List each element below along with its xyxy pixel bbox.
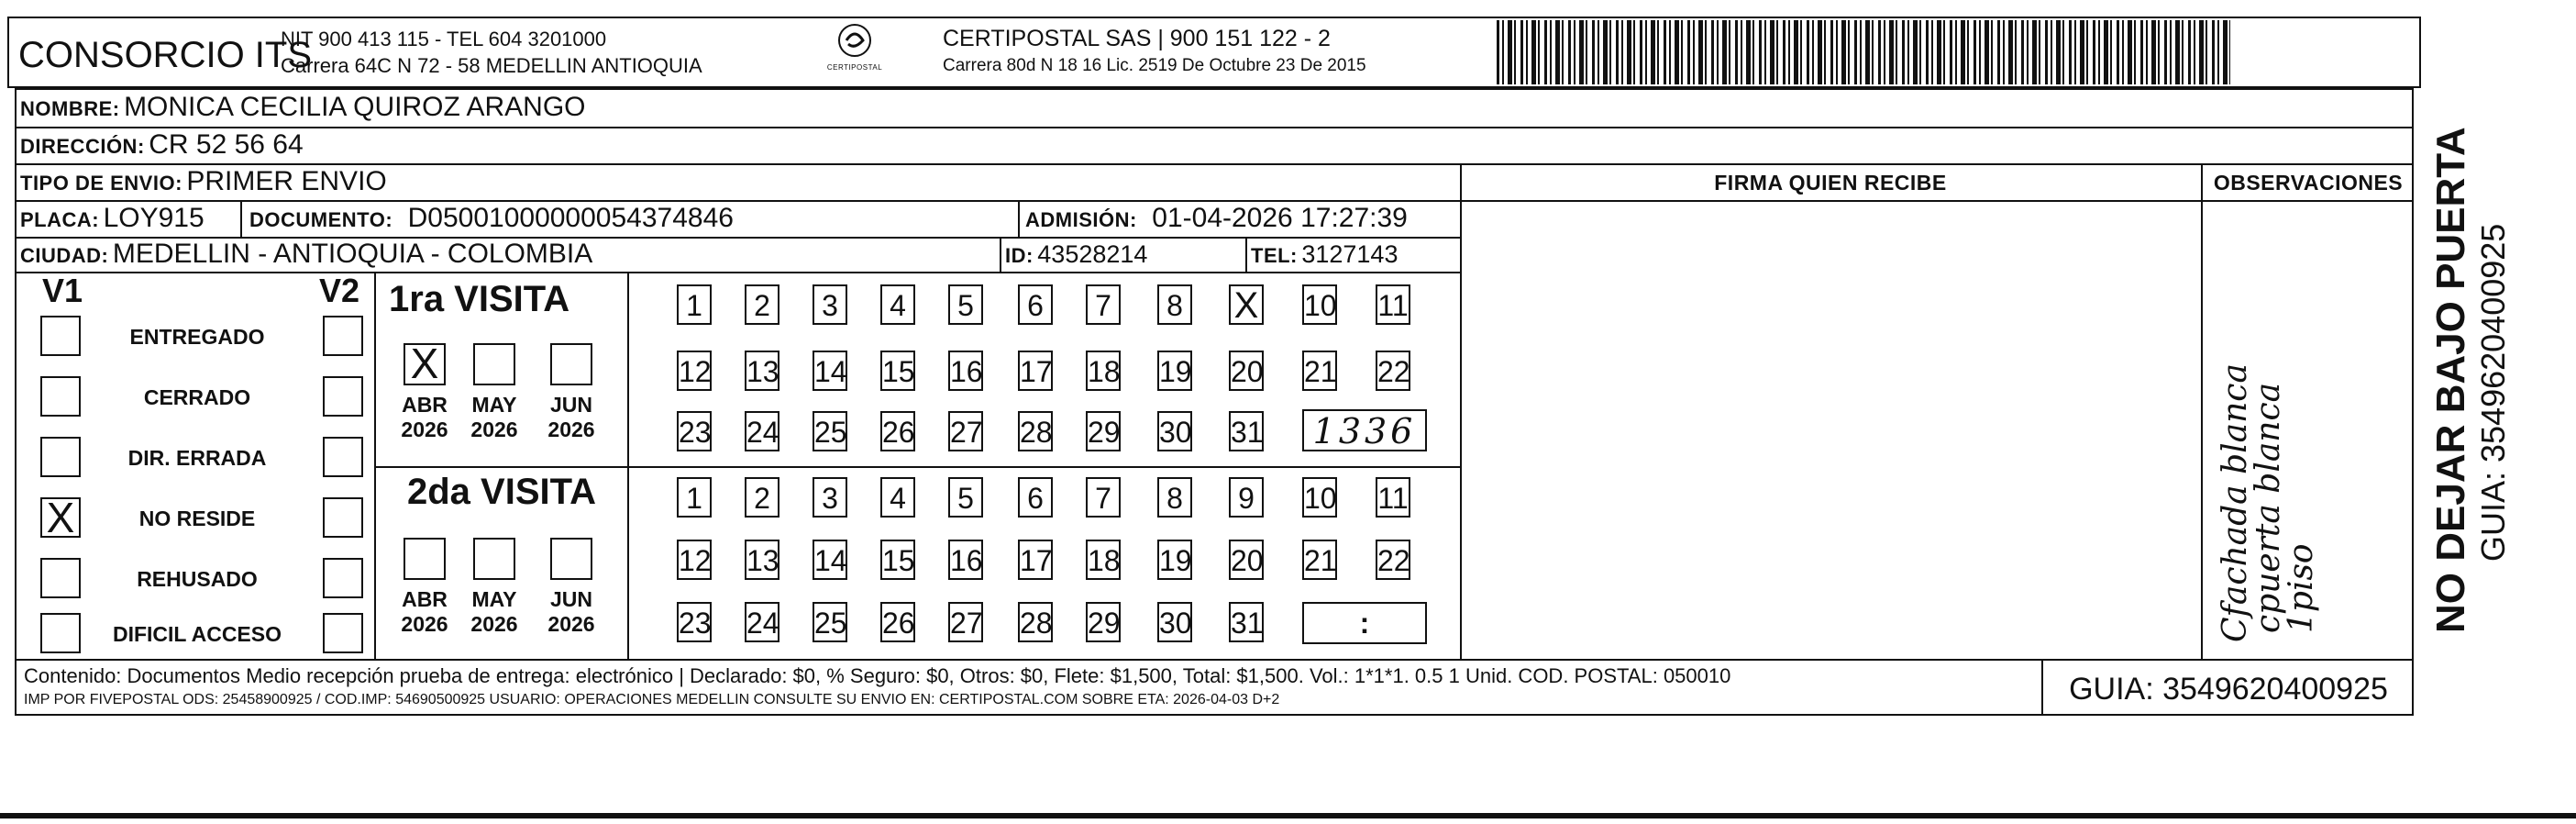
visit1-time: 1336	[1312, 411, 1417, 451]
visit2-day-12[interactable]: 12	[677, 540, 712, 580]
company-address: Carrera 64C N 72 - 58 MEDELLIN ANTIOQUIA	[281, 54, 702, 77]
visit2-day-16[interactable]: 16	[948, 540, 983, 580]
visit2-title: 2da VISITA	[407, 472, 596, 512]
v1-checkbox[interactable]	[40, 437, 81, 477]
visit2-month-label: JUN	[549, 587, 592, 611]
placa-value: LOY915	[103, 203, 205, 233]
v2-checkbox[interactable]	[323, 316, 363, 356]
observation-line-2: cpuerta blanca	[2250, 382, 2287, 633]
placa-label: PLACA:	[20, 208, 100, 231]
visit1-day-14[interactable]: 14	[813, 351, 847, 391]
visit1-day-17[interactable]: 17	[1018, 351, 1053, 391]
visit2-day-31[interactable]: 31	[1229, 602, 1264, 642]
visit2-day-19[interactable]: 19	[1157, 540, 1192, 580]
documento-label: DOCUMENTO:	[249, 208, 393, 231]
barcode-icon	[1497, 20, 2230, 84]
visit1-day-30[interactable]: 30	[1157, 411, 1192, 451]
visit1-day-2[interactable]: 2	[745, 284, 779, 325]
observation-line-1: Cfachada blanca	[2217, 363, 2254, 642]
months-divider	[627, 272, 629, 659]
v1-checkbox[interactable]	[40, 316, 81, 356]
v2-checkbox[interactable]	[323, 376, 363, 417]
observation-line-3: 1piso	[2283, 543, 2320, 633]
visit1-time-box	[1302, 409, 1427, 451]
visit1-day-6[interactable]: 6	[1018, 284, 1053, 325]
nombre-label: NOMBRE:	[20, 97, 120, 120]
v1-checkbox[interactable]	[40, 558, 81, 598]
visit2-year-label: 2026	[401, 612, 448, 636]
col-divider-firma	[1460, 163, 1462, 659]
visit1-day-26[interactable]: 26	[880, 411, 915, 451]
col-divider	[1000, 237, 1001, 272]
visit1-month-label: MAY	[471, 393, 517, 417]
visit2-month-checkbox[interactable]	[404, 538, 446, 580]
visit2-day-2[interactable]: 2	[745, 477, 779, 518]
side-guia: GUIA: 3549620400925	[2474, 223, 2512, 562]
visit2-day-5[interactable]: 5	[948, 477, 983, 518]
visit1-year-label: 2026	[401, 418, 448, 441]
admision-label: ADMISIÓN:	[1025, 208, 1137, 231]
col-divider	[240, 200, 242, 237]
visit1-day-31[interactable]: 31	[1229, 411, 1264, 451]
visit2-day-1[interactable]: 1	[677, 477, 712, 518]
visit2-day-25[interactable]: 25	[813, 602, 847, 642]
visit1-month-checkbox[interactable]	[550, 343, 592, 385]
col-divider-observaciones	[2201, 163, 2203, 659]
visit2-year-label: 2026	[547, 612, 595, 636]
col-divider	[1245, 237, 1247, 272]
visit1-year-label: 2026	[547, 418, 595, 441]
tel-value: 3127143	[1301, 240, 1399, 268]
visit1-day-27[interactable]: 27	[948, 411, 983, 451]
row-divider	[15, 163, 2414, 165]
v2-header: V2	[319, 272, 360, 309]
side-warning: NO DEJAR BAJO PUERTA	[2428, 127, 2473, 633]
documento-field	[249, 203, 734, 234]
certipostal-logo	[818, 22, 891, 77]
visit2-time: :	[1359, 607, 1370, 640]
visit1-title: 1ra VISITA	[389, 279, 570, 319]
direccion-field	[20, 129, 304, 161]
visit1-day-9[interactable]: X	[1229, 284, 1264, 325]
logo-icon	[834, 22, 876, 59]
visit1-day-15[interactable]: 15	[880, 351, 915, 391]
visit-divider	[374, 466, 1460, 468]
ciudad-value: MEDELLIN - ANTIOQUIA - COLOMBIA	[112, 239, 593, 269]
visit1-day-12[interactable]: 12	[677, 351, 712, 391]
footer-imp: IMP POR FIVEPOSTAL ODS: 25458900925 / COD.IMP: 54690500925 USUARIO: OPERACIONES MEDELLIN CONSULTE SU ENVIO EN: CERTIPOSTAL.COM SOBRE ETA: 2026-04-03 D+2	[24, 692, 1280, 707]
visit1-day-29[interactable]: 29	[1086, 411, 1121, 451]
direccion-label: DIRECCIÓN:	[20, 135, 145, 158]
visit2-day-17[interactable]: 17	[1018, 540, 1053, 580]
visit2-day-3[interactable]: 3	[813, 477, 847, 518]
v1-checkbox[interactable]	[40, 376, 81, 417]
visit1-month-checkbox[interactable]	[473, 343, 515, 385]
visit1-day-21[interactable]: 21	[1302, 351, 1337, 391]
visit2-day-24[interactable]: 24	[745, 602, 779, 642]
visit2-time-box	[1302, 602, 1427, 644]
visit2-day-14[interactable]: 14	[813, 540, 847, 580]
visit2-day-15[interactable]: 15	[880, 540, 915, 580]
visit2-day-7[interactable]: 7	[1086, 477, 1121, 518]
id-value: 43528214	[1037, 240, 1148, 268]
visit2-year-label: 2026	[470, 612, 518, 636]
visit1-day-11[interactable]: 11	[1376, 284, 1410, 325]
placa-field	[20, 203, 205, 234]
visit1-day-3[interactable]: 3	[813, 284, 847, 325]
visit1-day-23[interactable]: 23	[677, 411, 712, 451]
status-option-label: DIFICIL ACCESO	[112, 622, 282, 646]
courier-license: Carrera 80d N 18 16 Lic. 2519 De Octubre 23 De 2015	[943, 56, 1366, 75]
visit1-day-10[interactable]: 10	[1302, 284, 1337, 325]
company-name: CONSORCIO ITS	[18, 35, 313, 75]
ciudad-label: CIUDAD:	[20, 244, 109, 267]
courier-info	[943, 26, 1366, 79]
visit2-day-21[interactable]: 21	[1302, 540, 1337, 580]
id-field	[1005, 240, 1147, 269]
documento-value: D05001000000054374846	[407, 203, 734, 233]
visit2-day-8[interactable]: 8	[1157, 477, 1192, 518]
visit2-day-4[interactable]: 4	[880, 477, 915, 518]
visit2-month-checkbox[interactable]	[550, 538, 592, 580]
admision-value: 01-04-2026 17:27:39	[1152, 203, 1408, 233]
visit1-month-checkbox[interactable]: X	[404, 343, 446, 385]
v1-header: V1	[42, 272, 83, 309]
col-divider	[1018, 200, 1020, 237]
visit1-day-16[interactable]: 16	[948, 351, 983, 391]
visit2-day-10[interactable]: 10	[1302, 477, 1337, 518]
v2-checkbox[interactable]	[323, 497, 363, 538]
status-option-label: DIR. ERRADA	[127, 446, 267, 470]
footer-guia: GUIA: 3549620400925	[2069, 672, 2388, 707]
v2-checkbox[interactable]	[323, 437, 363, 477]
visit1-day-25[interactable]: 25	[813, 411, 847, 451]
tel-field	[1251, 240, 1398, 269]
direccion-value: CR 52 56 64	[149, 129, 304, 160]
admision-field	[1025, 203, 1408, 234]
v1-checkbox[interactable]: X	[40, 497, 81, 538]
row-divider	[15, 127, 2414, 128]
visit1-day-24[interactable]: 24	[745, 411, 779, 451]
status-option-label: CERRADO	[143, 385, 251, 409]
row-divider	[15, 200, 1460, 202]
visit1-day-7[interactable]: 7	[1086, 284, 1121, 325]
footer-contenido: Contenido: Documentos Medio recepción prueba de entrega: electrónico | Declarado: $0, % Seguro: $0, Otros: $0, Flete: $1,500, Total: $1,500. Vol.: 1*1*1. 0.5 1 Unid. COD. POSTAL: 050010	[24, 664, 1731, 687]
visit2-day-27[interactable]: 27	[948, 602, 983, 642]
visit1-month-label: JUN	[549, 393, 592, 417]
visit2-day-9[interactable]: 9	[1229, 477, 1264, 518]
visit2-day-11[interactable]: 11	[1376, 477, 1410, 518]
visit1-day-5[interactable]: 5	[948, 284, 983, 325]
nombre-value: MONICA CECILIA QUIROZ ARANGO	[124, 92, 586, 122]
visit2-day-6[interactable]: 6	[1018, 477, 1053, 518]
page-bottom-rule	[0, 813, 2576, 818]
tipo-envio-value: PRIMER ENVIO	[186, 166, 387, 196]
company-info	[281, 26, 702, 79]
tipo-envio-field	[20, 166, 387, 197]
visit2-month-checkbox[interactable]	[473, 538, 515, 580]
footer-divider	[15, 659, 2414, 661]
visit2-month-label: MAY	[471, 587, 517, 611]
visit1-day-8[interactable]: 8	[1157, 284, 1192, 325]
firma-header: FIRMA QUIEN RECIBE	[1714, 171, 1947, 195]
visit1-day-13[interactable]: 13	[745, 351, 779, 391]
col-header-line	[1460, 200, 2414, 202]
visit1-day-19[interactable]: 19	[1157, 351, 1192, 391]
v2-checkbox[interactable]	[323, 613, 363, 653]
observation-note	[2219, 275, 2318, 642]
visit1-day-4[interactable]: 4	[880, 284, 915, 325]
status-option-label: REHUSADO	[137, 567, 258, 591]
visit2-day-29[interactable]: 29	[1086, 602, 1121, 642]
status-divider	[374, 272, 376, 659]
visit1-day-18[interactable]: 18	[1086, 351, 1121, 391]
visit1-year-label: 2026	[470, 418, 518, 441]
status-option-label: ENTREGADO	[129, 325, 265, 349]
tipo-envio-label: TIPO DE ENVIO:	[20, 172, 182, 195]
row-divider	[15, 272, 1460, 273]
visit2-day-28[interactable]: 28	[1018, 602, 1053, 642]
visit2-day-30[interactable]: 30	[1157, 602, 1192, 642]
visit1-day-20[interactable]: 20	[1229, 351, 1264, 391]
observaciones-header: OBSERVACIONES	[2213, 171, 2404, 195]
ciudad-field	[20, 239, 592, 270]
visit1-day-28[interactable]: 28	[1018, 411, 1053, 451]
nombre-field	[20, 92, 586, 123]
id-label: ID:	[1005, 244, 1034, 267]
v2-checkbox[interactable]	[323, 558, 363, 598]
visit1-day-22[interactable]: 22	[1376, 351, 1410, 391]
visit2-day-26[interactable]: 26	[880, 602, 915, 642]
visit1-day-1[interactable]: 1	[677, 284, 712, 325]
logo-text: CERTIPOSTAL	[826, 63, 883, 72]
tel-label: TEL:	[1251, 244, 1298, 267]
courier-name: CERTIPOSTAL SAS | 900 151 122 - 2	[943, 26, 1331, 51]
visit2-day-23[interactable]: 23	[677, 602, 712, 642]
visit1-month-label: ABR	[402, 393, 448, 417]
v1-checkbox[interactable]	[40, 613, 81, 653]
visit2-day-22[interactable]: 22	[1376, 540, 1410, 580]
visit2-day-18[interactable]: 18	[1086, 540, 1121, 580]
visit2-day-20[interactable]: 20	[1229, 540, 1264, 580]
company-nit: NIT 900 413 115 - TEL 604 3201000	[281, 28, 607, 50]
visit2-month-label: ABR	[402, 587, 448, 611]
status-option-label: NO RESIDE	[138, 507, 256, 530]
visit2-day-13[interactable]: 13	[745, 540, 779, 580]
